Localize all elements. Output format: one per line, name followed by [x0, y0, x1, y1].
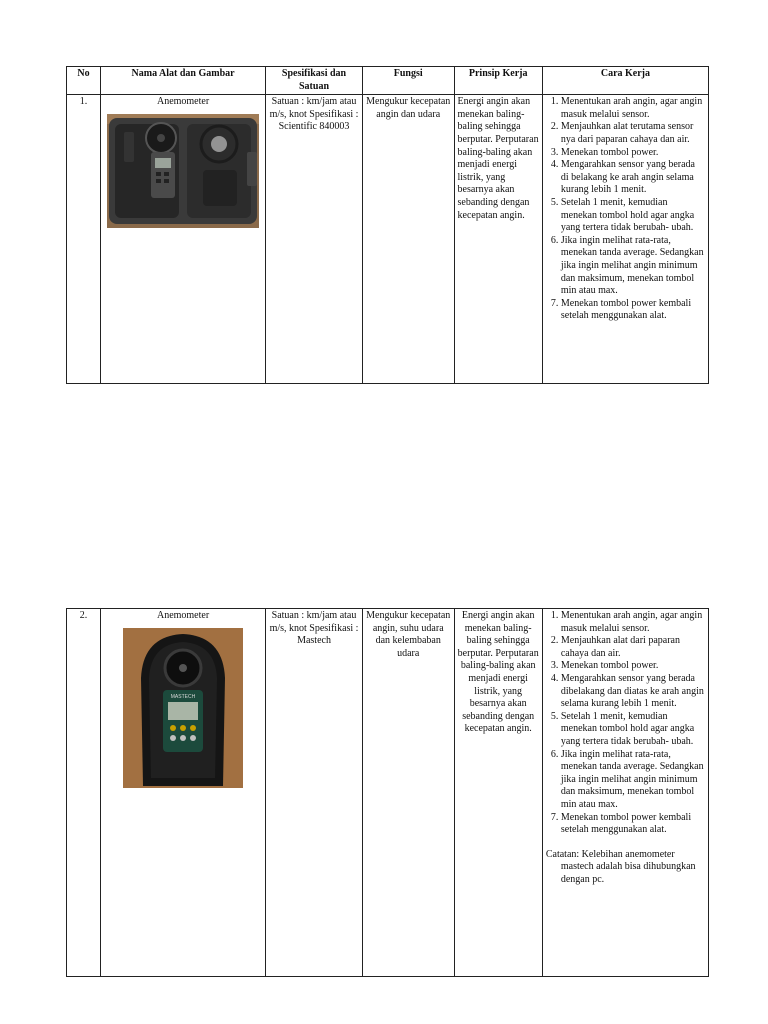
list-item: 1. Menentukan arah angin, agar angin masuk melalui sensor. [561, 610, 705, 635]
fungsi-cell: Mengukur kecepatan angin dan udara [362, 95, 454, 384]
row-number: 1. [67, 95, 101, 384]
header-prinsip: Prinsip Kerja [454, 67, 542, 95]
cara-cell [542, 95, 708, 384]
instrument-table-2 [66, 608, 709, 977]
list-item: 1. Menentukan arah angin, agar angin masuk melalui sensor. [561, 96, 705, 121]
anemometer-mastech-photo [123, 628, 243, 788]
table-row [67, 609, 709, 977]
catatan-label: Catatan: Kelebihan anemometer [545, 848, 675, 860]
instrument-table-1 [66, 66, 709, 384]
steps-list [546, 610, 705, 837]
header-fungsi: Fungsi [362, 67, 454, 95]
header-no: No [67, 67, 101, 95]
table-row [67, 95, 709, 384]
list-item: 7. Menekan tombol power kembali setelah menggunakan alat. [561, 298, 705, 323]
header-nama: Nama Alat dan Gambar [101, 67, 266, 95]
cara-cell [542, 609, 708, 977]
device-brand-label: MASTECH [170, 693, 196, 700]
list-item: 6. Jika ingin melihat rata-rata, menekan tanda average. Sedangkan jika ingin melihat angin minimum dan maksimum, menekan tombol min atau max. [561, 749, 705, 812]
list-item: 3. Menekan tombol power. [561, 147, 705, 160]
header-spesifikasi: Spesifikasi dan Satuan [266, 67, 363, 95]
list-item: 6. Jika ingin melihat rata-rata, menekan tanda average. Sedangkan jika ingin melihat angin minimum dan maksimum, menekan tombol min atau max. [561, 235, 705, 298]
list-item: 7. Menekan tombol power kembali setelah menggunakan alat. [561, 812, 705, 837]
table-header-row [67, 67, 709, 95]
prinsip-cell: Energi angin akan menekan baling-baling sehingga berputar. Perputaran baling-baling akan menjadi energi listrik, yang besarnya akan sebanding dengan kecepatan angin. [454, 609, 542, 977]
header-cara: Cara Kerja [542, 67, 708, 95]
prinsip-cell: Energi angin akan menekan baling-baling sehingga berputar. Perputaran baling-baling akan menjadi energi listrik, yang besarnya akan sebanding dengan kecepatan angin. [454, 95, 542, 384]
instrument-name: Anemometer [156, 610, 210, 621]
list-item: 4. Mengarahkan sensor yang berada dibelakang dan diatas ke arah angin selama kurang lebih 1 menit. [561, 673, 705, 711]
catatan-body: mastech adalah bisa dihubungkan dengan pc. [560, 861, 696, 885]
spesifikasi-cell: Satuan : km/jam atau m/s, knot Spesifikasi : Scientific 840003 [266, 95, 363, 384]
list-item: 2. Menjauhkan alat terutama sensor nya dari paparan cahaya dan air. [561, 121, 705, 146]
row-number: 2. [67, 609, 101, 977]
list-item: 5. Setelah 1 menit, kemudian menekan tombol hold agar angka yang tertera tidak berubah- ubah. [561, 711, 705, 749]
list-item: 3. Menekan tombol power. [561, 660, 705, 673]
spesifikasi-cell: Satuan : km/jam atau m/s, knot Spesifikasi : Mastech [266, 609, 363, 977]
instrument-cell [101, 609, 266, 977]
anemometer-case-photo [107, 114, 259, 228]
instrument-cell [101, 95, 266, 384]
list-item: 5. Setelah 1 menit, kemudian menekan tombol hold agar angka yang tertera tidak berubah- ubah. [561, 197, 705, 235]
list-item: 4. Mengarahkan sensor yang berada di belakang ke arah angin selama kurang lebih 1 menit. [561, 159, 705, 197]
steps-list [546, 96, 705, 323]
list-item: 2. Menjauhkan alat dari paparan cahaya dan air. [561, 635, 705, 660]
instrument-name: Anemometer [156, 96, 210, 108]
fungsi-cell: Mengukur kecepatan angin, suhu udara dan kelembaban udara [362, 609, 454, 977]
